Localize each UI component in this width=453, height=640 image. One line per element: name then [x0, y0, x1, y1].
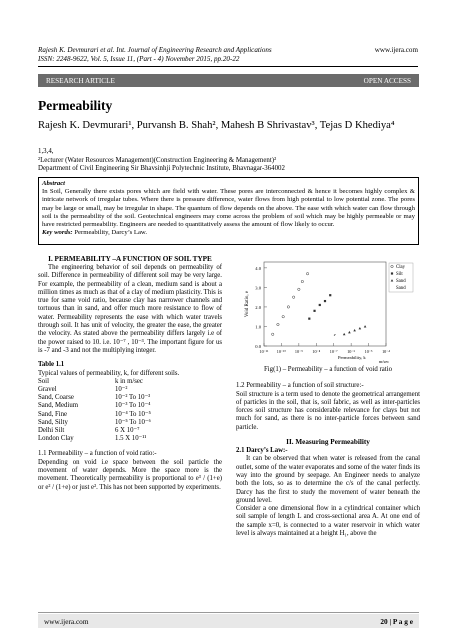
table-cell-k: 1.5 X 10⁻¹¹: [115, 435, 147, 443]
clay-point: [391, 265, 393, 267]
table-title: Table 1.1: [38, 361, 65, 369]
x-tick-label: 10⁻⁸: [312, 349, 321, 354]
x-tick-label: 10⁻⁹: [294, 349, 303, 354]
abstract-box: [38, 177, 419, 245]
chart-svg: [240, 256, 420, 364]
table-cell-soil: Delhi Silt: [38, 427, 65, 435]
silt-point: [313, 310, 315, 312]
paper-title: Permeability: [38, 98, 113, 113]
section-1-paragraph: The engineering behavior of soil depends on permeability of soil. Difference in permeability of different soil may be very large. For example, the permeability of a clean, medium sand is about a million times as much as that of a clay of medium plasticity. This is true for same void ratio, because clay has narrower channels and tortuous than in sand, and offer much more resistance to flow of water. Permeability represents the ease with which water travels through soil. It has unit of velocity, the greater the ease, the greater the velocity. As stated above the permeability differs largely i.e of the power raised to 10. i.e. 10⁻⁷ , 10⁻³. The important figure for us is -7 and -3 and not the multiplying integer.: [38, 264, 222, 354]
table-header-row: [38, 378, 222, 386]
table-cell-k: 6 X 10⁻⁷: [115, 427, 140, 435]
table-cell-k: k in m/sec: [115, 377, 143, 385]
table-row: [38, 411, 222, 419]
table-cell-soil: London Clay: [38, 435, 74, 443]
x-tick-label: 10⁻⁷: [329, 349, 338, 354]
table-cell-k: 10⁻⁵ To 10⁻⁶: [115, 418, 151, 426]
clay-point: [292, 296, 294, 298]
void-ratio-figure: [240, 256, 420, 364]
affiliation: [38, 148, 420, 174]
silt-point: [391, 272, 393, 274]
issn-line: ISSN: 2248-9622, Vol. 5, Issue 11, (Part - 4) November 2015, pp.20-22: [38, 55, 240, 63]
table-row: [38, 435, 222, 443]
legend-entry: Clay: [396, 265, 406, 270]
table-cell-k: 10⁻² To 10⁻³: [115, 394, 151, 402]
clay-point: [282, 315, 284, 317]
table-cell-soil: Gravel: [38, 386, 57, 394]
x-tick-label: 10⁻¹⁰: [276, 349, 287, 354]
page-number: 20 | P a g e: [380, 616, 413, 626]
table-row: [38, 419, 222, 427]
sand-point: [391, 279, 394, 281]
keywords: Permeability, Darcy’s Law.: [72, 229, 147, 237]
affiliation-marks: 1,3,4,: [38, 148, 54, 155]
clay-point: [301, 280, 303, 282]
clay-point: [306, 273, 308, 275]
page-footer: [38, 614, 419, 628]
sand-point: [353, 329, 356, 331]
darcy-paragraph-1: It can be observed that when water is released from the canal outlet, some of the water evaporates and some of the water finds its way into the ground by seepage. An Engineer needs to analyze both the lots, so as to determine the c/s of the canal perfectly. Darcy has the first to study the movement of water beneath the ground level.: [236, 455, 420, 504]
abstract-text: In Soil, Generally there exists pores which are field with water. These pores are interconnected & hence it becomes highly complex & intricate network of irregular tubes. Where there is pressure difference, water flows from high potential to low potential zone. The pores may be large or small, may be irregular in shape. The quantum of flow depends on the above. The ease with which water can flow through soil is the permeability of the soil. Geotechnical engineers may come across the problem of soil which may be highly permeable or may have restricted permeability. Engineers are needed to quantitatively assess the amount of flow likely to occur.: [42, 188, 415, 229]
table-cell-soil: Sand, Medium: [38, 402, 79, 410]
x-tick-label: 10⁻¹¹: [259, 349, 269, 354]
darcy-paragraph-2: Consider a one dimensional flow in a cylindrical container which soil sample of length L and cross-sectional area A. At one end of the sample x=0, is connected to a water reservoir in which water level is always maintained at a height H₁, above the: [236, 505, 420, 538]
subsection-paragraph-1-2: Soil structure is a term used to denote the geometrical arrangement of particles in the soil, that is, soil fabric, as well as inter-particles forces soil structure has considerable relevance for clays but not much for sand, as there is no inter-particle forces between sand particle.: [236, 390, 420, 431]
chart-annotation: e: [333, 332, 336, 338]
y-tick-label: 2.0: [255, 304, 261, 310]
clay-point: [287, 306, 289, 308]
clay-point: [272, 333, 274, 335]
right-column: [236, 366, 420, 538]
y-tick-label: 3.0: [255, 285, 261, 291]
subsection-paragraph-1-1: Depending on void i.e space between the soil particle the movement of water depends. More the space more is the movement. Theoretically permeability is proportional to e³ / (1+e) or e² / (1+e) or just e². This has not been supported by experiments.: [38, 458, 222, 491]
x-tick-label: 10⁻⁵: [364, 349, 373, 354]
legend-entry: Sand: [396, 279, 406, 284]
y-tick-label: 1.0: [255, 324, 261, 330]
section-heading-2: II. Measuring Permeability: [286, 438, 370, 447]
sand-point: [364, 325, 367, 327]
x-tick-label: 10⁻⁴: [382, 349, 390, 354]
running-header: [38, 46, 418, 67]
affiliation-dept: Department of Civil Engineering Sir Bhavsinhji Polytechnic Institute, Bhavnagar-364002: [38, 165, 285, 172]
x-axis-unit: m/sec: [378, 359, 390, 364]
clay-point: [298, 288, 300, 290]
subsection-title-1-2: 1.2 Permeability – a function of soil structure:-: [236, 382, 364, 390]
silt-point: [308, 318, 310, 320]
subsection-title-2-1: 2.1 Darcy’s Law:-: [236, 447, 288, 455]
section-heading-1: I. PERMEABILITY –A FUNCTION OF SOIL TYPE: [48, 255, 212, 263]
table-row: [38, 386, 222, 394]
legend-entry: Silt: [396, 272, 403, 277]
article-band: [38, 74, 419, 87]
y-tick-label: 0.0: [255, 344, 261, 349]
silt-point: [329, 294, 331, 296]
subsection-title-1-1: 1.1 Permeability – a function of void ratio:-: [38, 450, 157, 458]
table-cell-soil: Soil: [38, 377, 49, 385]
access-type: OPEN ACCESS: [363, 76, 411, 85]
y-tick-label: 4.0: [255, 265, 261, 271]
footer-rule: [38, 612, 419, 613]
x-tick-label: 10⁻⁶: [347, 349, 356, 354]
keywords-label: Key words:: [42, 229, 73, 237]
sand-point: [348, 331, 351, 333]
table-cell-soil: Sand, Silty: [38, 418, 68, 426]
table-row: [38, 402, 222, 410]
clay-point: [277, 323, 279, 325]
table-cell-k: 10⁻⁴ To 10⁻⁵: [115, 410, 151, 418]
table-cell-soil: Sand, Coarse: [38, 394, 74, 402]
permeability-table: [38, 378, 222, 444]
footer-site[interactable]: www.ijera.com: [44, 616, 89, 626]
left-column: [38, 255, 222, 492]
table-cell-k: 10⁻²: [115, 386, 128, 394]
silt-point: [319, 304, 321, 306]
sand-point: [359, 327, 362, 329]
affiliation-role: ²Lecturer (Water Resources Management)(Construction Engineering & Management)²: [38, 156, 277, 164]
table-row: [38, 427, 222, 435]
legend-entry: Sand: [396, 286, 406, 291]
journal-site[interactable]: www.ijera.com: [374, 46, 418, 54]
plot-frame: [264, 262, 386, 346]
journal-citation: Rajesh K. Devmurari et al. Int. Journal of Engineering Research and Applications: [38, 46, 272, 54]
y-axis-label: Void Ratio, e: [245, 290, 250, 318]
table-cell-soil: Sand, Fine: [38, 410, 68, 418]
sand-point: [343, 333, 346, 335]
table-row: [38, 394, 222, 402]
table-cell-k: 10⁻³ To 10⁻⁴: [115, 402, 151, 410]
silt-point: [324, 300, 326, 302]
figure-caption: Fig(1) – Permeability – a function of void ratio: [264, 366, 392, 373]
article-type: RESEARCH ARTICLE: [46, 76, 115, 85]
table-caption: Typical values of permeability, k, for different soils.: [38, 369, 180, 377]
x-axis-label: Permeability, k: [337, 355, 366, 360]
author-list: Rajesh K. Devmurari¹, Purvansh B. Shah², Mahesh B Shrivastav³, Tejas D Khediya⁴: [38, 120, 395, 131]
abstract-heading: Abstract: [42, 180, 66, 187]
